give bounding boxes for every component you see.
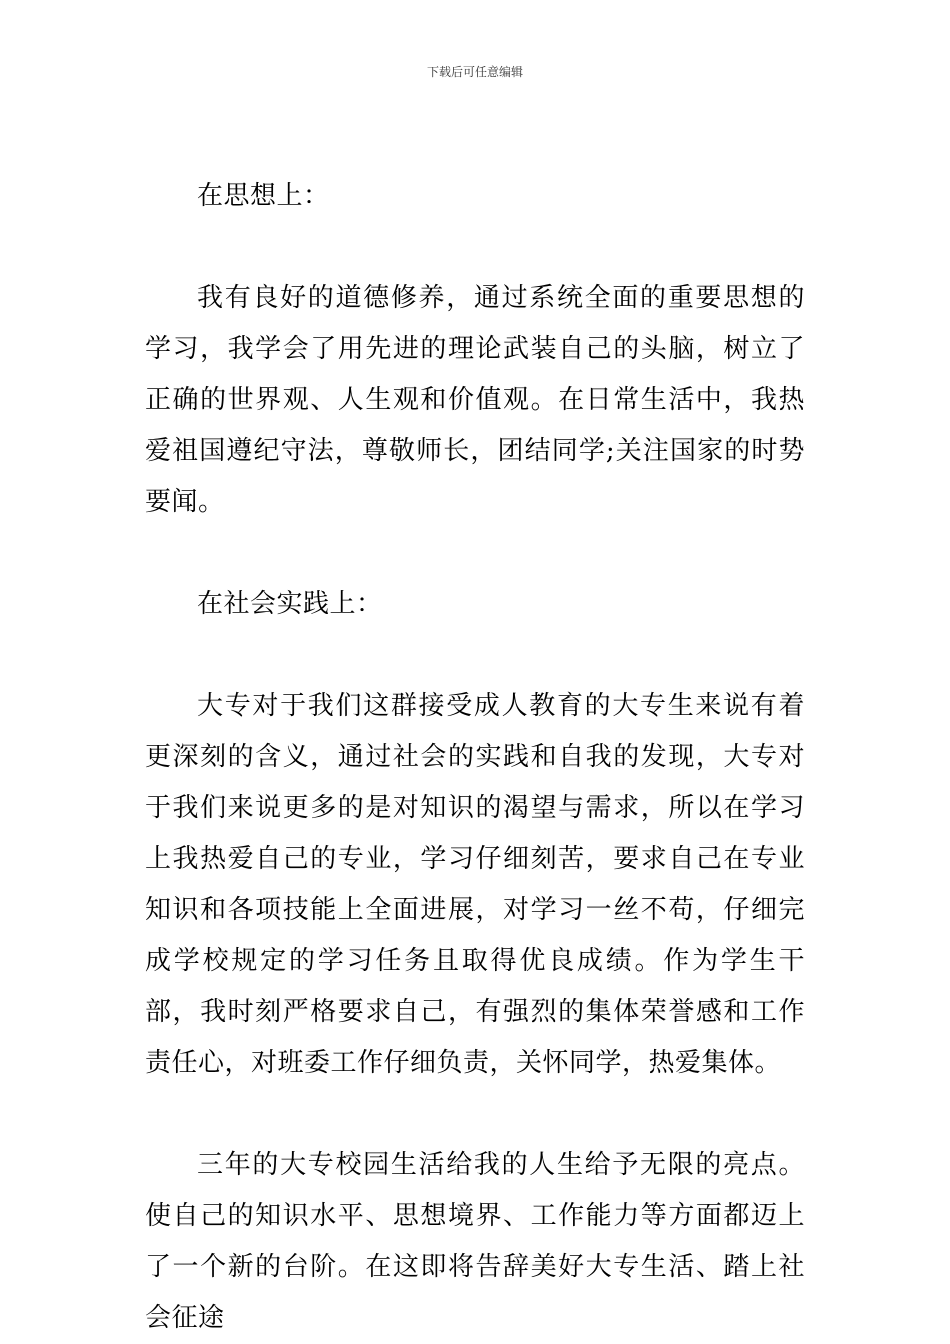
heading-thought: 在思想上： [197,181,330,211]
paragraph-gap [145,1089,805,1140]
paragraph-practice: 大专对于我们这群接受成人教育的大专生来说有着更深刻的含义，通过社会的实践和自我的发现，大专对于我们来说更多的是对知识的渴望与需求，所以在学习上我热爱自己的专业，学习仔细刻苦，要求自己在专业知识和各项技能上全面进展，对学习一丝不苟，仔细完成学校规定的学习任务且取得优良成绩。作为学生干部，我时刻严格要求自己，有强烈的集体荣誉感和工作责任心，对班委工作仔细负责，关怀同学，热爱集体。 [145,691,805,1078]
header-note: 下载后可任意编辑 [426,65,523,79]
heading-practice: 在社会实践上： [197,589,383,619]
paragraph-gap [145,528,805,579]
document-body [145,171,805,1344]
paragraph-gap [145,630,805,681]
paragraph-summary: 三年的大专校园生活给我的人生给予无限的亮点。使自己的知识水平、思想境界、工作能力等方面都迈上了一个新的台阶。在这即将告辞美好大专生活、踏上社会征途 [145,1150,805,1333]
paragraph-thought: 我有良好的道德修养，通过系统全面的重要思想的学习，我学会了用先进的理论武装自己的头脑，树立了正确的世界观、人生观和价值观。在日常生活中，我热爱祖国遵纪守法，尊敬师长，团结同学;关注国家的时势要闻。 [145,283,805,517]
paragraph-gap [145,222,805,273]
